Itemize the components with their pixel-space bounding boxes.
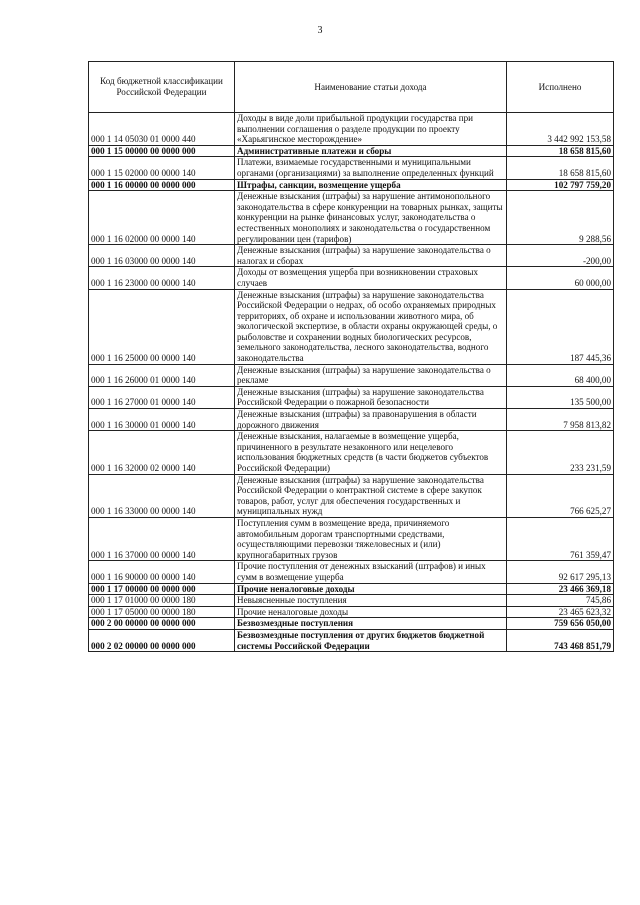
table-row — [89, 431, 614, 474]
row-amount: 18 658 815,60 — [507, 157, 614, 179]
row-code: 000 1 16 25000 00 0000 140 — [89, 289, 235, 364]
table-row — [89, 145, 614, 157]
table-header-row — [89, 62, 614, 113]
row-name: Административные платежи и сборы — [235, 145, 507, 157]
row-amount: 761 359,47 — [507, 517, 614, 560]
row-code: 000 2 00 00000 00 0000 000 — [89, 618, 235, 630]
row-code: 000 1 15 02000 00 0000 140 — [89, 157, 235, 179]
row-name: Денежные взыскания (штрафы) за нарушение законодательства Российской Федерации о пожарной безопасности — [235, 386, 507, 408]
row-amount: 60 000,00 — [507, 267, 614, 289]
row-name: Платежи, взимаемые государственными и муниципальными органами (организациями) за выполнение определенных функций — [235, 157, 507, 179]
row-code: 000 1 17 05000 00 0000 180 — [89, 606, 235, 618]
row-name: Доходы от возмещения ущерба при возникновении страховых случаев — [235, 267, 507, 289]
table-row — [89, 629, 614, 651]
table-row — [89, 583, 614, 595]
header-name: Наименование статьи дохода — [235, 62, 507, 113]
row-code: 000 1 15 00000 00 0000 000 — [89, 145, 235, 157]
table-row — [89, 267, 614, 289]
row-name: Прочие поступления от денежных взысканий (штрафов) и иных сумм в возмещение ущерба — [235, 561, 507, 583]
table-row — [89, 289, 614, 364]
page-number: 3 — [317, 25, 323, 36]
row-name: Прочие неналоговые доходы — [235, 606, 507, 618]
table-row — [89, 179, 614, 191]
row-code: 000 1 16 33000 00 0000 140 — [89, 474, 235, 517]
row-name: Штрафы, санкции, возмещение ущерба — [235, 179, 507, 191]
row-code: 000 1 17 01000 00 0000 180 — [89, 595, 235, 607]
row-code: 000 1 14 05030 01 0000 440 — [89, 113, 235, 146]
table-row — [89, 409, 614, 431]
row-code: 000 1 16 03000 00 0000 140 — [89, 245, 235, 267]
row-amount: 7 958 813,82 — [507, 409, 614, 431]
row-code: 000 1 17 00000 00 0000 000 — [89, 583, 235, 595]
table-row — [89, 245, 614, 267]
row-amount: 187 445,36 — [507, 289, 614, 364]
row-amount: 233 231,59 — [507, 431, 614, 474]
table-row — [89, 595, 614, 607]
table-row — [89, 113, 614, 146]
row-name: Денежные взыскания (штрафы) за нарушение антимонопольного законодательства в сфере конкуренции на товарных рынках, защиты конкуренции на рынке финансовых услуг, законодательства о естественных монополиях и законодательства о государственном регулировании цен (тарифов) — [235, 191, 507, 245]
row-code: 000 1 16 02000 00 0000 140 — [89, 191, 235, 245]
row-name: Денежные взыскания (штрафы) за нарушение законодательства о налогах и сборах — [235, 245, 507, 267]
row-code: 000 1 16 23000 00 0000 140 — [89, 267, 235, 289]
row-amount: 743 468 851,79 — [507, 629, 614, 651]
table-row — [89, 157, 614, 179]
row-name: Прочие неналоговые доходы — [235, 583, 507, 595]
row-code: 000 1 16 27000 01 0000 140 — [89, 386, 235, 408]
row-name: Безвозмездные поступления — [235, 618, 507, 630]
row-code: 000 1 16 26000 01 0000 140 — [89, 364, 235, 386]
row-name: Денежные взыскания (штрафы) за правонарушения в области дорожного движения — [235, 409, 507, 431]
row-amount: 102 797 759,20 — [507, 179, 614, 191]
row-code: 000 1 16 32000 02 0000 140 — [89, 431, 235, 474]
row-code: 000 2 02 00000 00 0000 000 — [89, 629, 235, 651]
table-row — [89, 561, 614, 583]
row-amount: 18 658 815,60 — [507, 145, 614, 157]
row-code: 000 1 16 37000 00 0000 140 — [89, 517, 235, 560]
row-amount: 766 625,27 — [507, 474, 614, 517]
row-amount: 68 400,00 — [507, 364, 614, 386]
header-amount: Исполнено — [507, 62, 614, 113]
row-amount: -200,00 — [507, 245, 614, 267]
row-name: Доходы в виде доли прибыльной продукции государства при выполнении соглашения о разделе продукции по проекту «Харьягинское месторождение» — [235, 113, 507, 146]
table-row — [89, 606, 614, 618]
table-row — [89, 474, 614, 517]
row-amount: 135 500,00 — [507, 386, 614, 408]
row-name: Денежные взыскания (штрафы) за нарушение законодательства Российской Федерации о недрах, об особо охраняемых природных территориях, об охране и использовании животного мира, об экологической экспертизе, в области охраны окружающей среды, о рыболовстве и сохранении водных биологических ресурсов, земельного законодательства, лесного законодательства, водного законодательства — [235, 289, 507, 364]
row-amount: 23 465 623,32 — [507, 606, 614, 618]
header-code: Код бюджетной классификации Российской Федерации — [89, 62, 235, 113]
row-amount: 759 656 050,00 — [507, 618, 614, 630]
row-code: 000 1 16 90000 00 0000 140 — [89, 561, 235, 583]
row-name: Поступления сумм в возмещение вреда, причиняемого автомобильным дорогам транспортными средствами, осуществляющими перевозки тяжеловесных и (или) крупногабаритных грузов — [235, 517, 507, 560]
revenue-table — [88, 61, 614, 652]
row-amount: 9 288,56 — [507, 191, 614, 245]
row-name: Денежные взыскания (штрафы) за нарушение законодательства Российской Федерации о контрактной системе в сфере закупок товаров, работ, услуг для обеспечения государственных и муниципальных нужд — [235, 474, 507, 517]
row-amount: 3 442 992 153,58 — [507, 113, 614, 146]
table-row — [89, 364, 614, 386]
table-row — [89, 191, 614, 245]
table-row — [89, 517, 614, 560]
row-amount: 92 617 295,13 — [507, 561, 614, 583]
row-name: Невыясненные поступления — [235, 595, 507, 607]
table-row — [89, 618, 614, 630]
row-amount: 23 466 369,18 — [507, 583, 614, 595]
row-amount: 745,86 — [507, 595, 614, 607]
row-name: Денежные взыскания (штрафы) за нарушение законодательства о рекламе — [235, 364, 507, 386]
row-code: 000 1 16 30000 01 0000 140 — [89, 409, 235, 431]
row-name: Безвозмездные поступления от других бюджетов бюджетной системы Российской Федерации — [235, 629, 507, 651]
row-name: Денежные взыскания, налагаемые в возмещение ущерба, причиненного в результате незаконного или нецелевого использования бюджетных средств (в части бюджетов субъектов Российской Федерации) — [235, 431, 507, 474]
row-code: 000 1 16 00000 00 0000 000 — [89, 179, 235, 191]
table-row — [89, 386, 614, 408]
